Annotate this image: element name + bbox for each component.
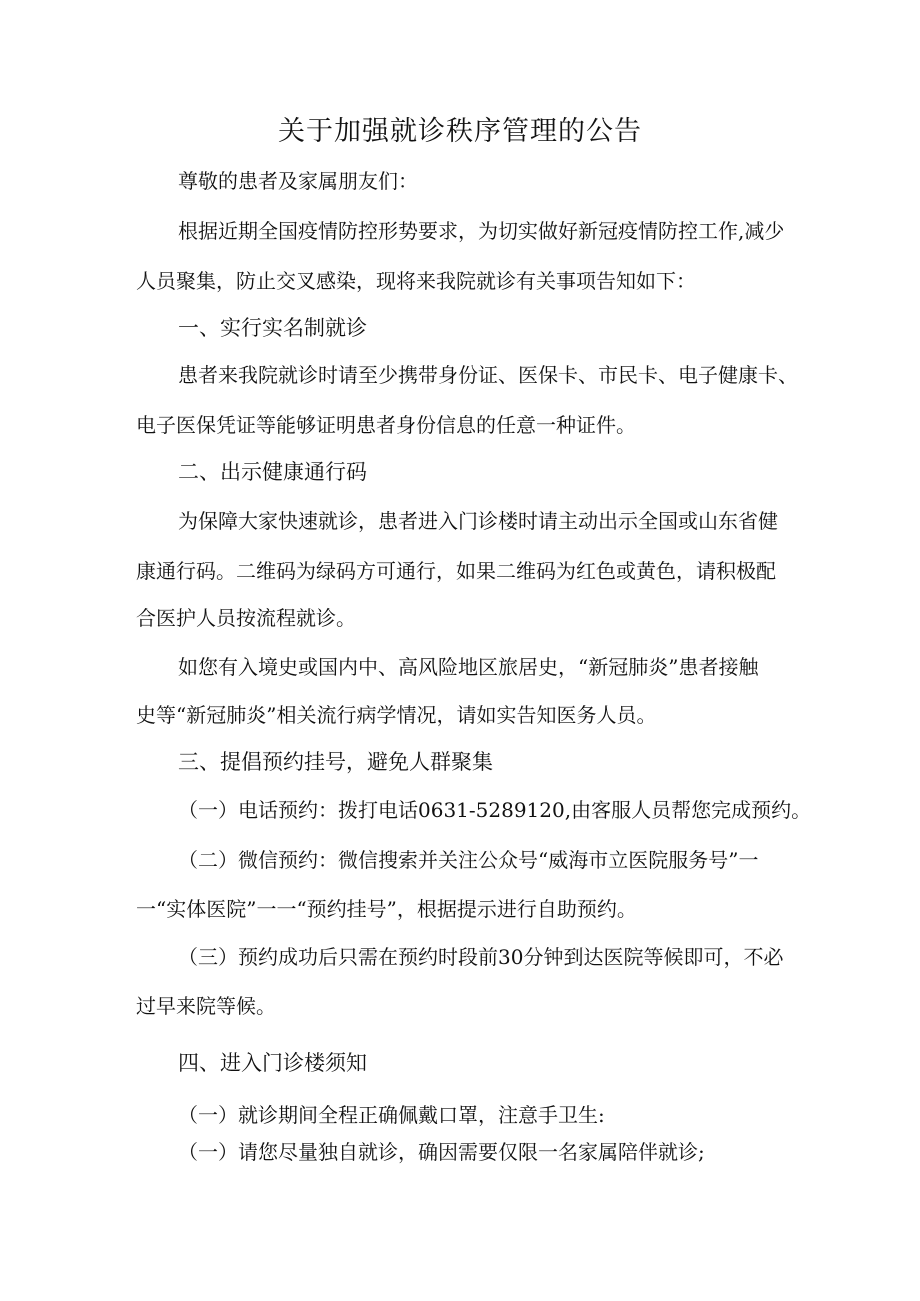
section-2-line-5: 史等“新冠肺炎”相关流行病学情况，请如实告知医务人员。 <box>136 703 657 727</box>
intro-line-1: 根据近期全国疫情防控形势要求，为切实做好新冠疫情防控工作,减少 <box>178 219 785 243</box>
section-2-line-4: 如您有入境史或国内中、高风险地区旅居史，“新冠肺炎”患者接触 <box>178 655 759 679</box>
section-3-line-3: 一“实体医院”一一“预约挂号”，根据提示进行自助预约。 <box>136 897 637 921</box>
section-heading-2: 二、出示健康通行码 <box>178 460 367 484</box>
section-3-line-1: （一）电话预约：拨打电话0631-5289120,由客服人员帮您完成预约。 <box>178 798 812 822</box>
section-4-line-2: （一）请您尽量独自就诊，确因需要仅限一名家属陪伴就诊; <box>178 1140 705 1164</box>
section-4-line-1: （一）就诊期间全程正确佩戴口罩，注意手卫生: <box>178 1103 605 1127</box>
section-heading-1: 一、实行实名制就诊 <box>178 316 367 340</box>
section-2-line-2: 康通行码。二维码为绿码方可通行，如果二维码为红色或黄色，请积极配 <box>136 559 776 583</box>
intro-line-2: 人员聚集，防止交叉感染，现将来我院就诊有关事项告知如下： <box>136 269 696 293</box>
section-3-line-2: （二）微信预约：微信搜索并关注公众号“威海市立医院服务号”一 <box>178 848 759 872</box>
greeting: 尊敬的患者及家属朋友们： <box>178 169 418 193</box>
section-1-line-2: 电子医保凭证等能够证明患者身份信息的任意一种证件。 <box>136 413 636 437</box>
section-1-line-1: 患者来我院就诊时请至少携带身份证、医保卡、市民卡、电子健康卡、 <box>178 363 798 387</box>
section-heading-3: 三、提倡预约挂号，避免人群聚集 <box>178 750 493 774</box>
section-2-line-1: 为保障大家快速就诊，患者进入门诊楼时请主动出示全国或山东省健 <box>178 509 778 533</box>
section-heading-4: 四、进入门诊楼须知 <box>178 1051 367 1075</box>
section-3-line-5: 过早来院等候。 <box>136 994 276 1018</box>
page-title: 关于加强就诊秩序管理的公告 <box>278 116 642 147</box>
section-3-line-4: （三）预约成功后只需在预约时段前30分钟到达医院等候即可，不必 <box>178 945 784 969</box>
section-2-line-3: 合医护人员按流程就诊。 <box>136 606 356 630</box>
